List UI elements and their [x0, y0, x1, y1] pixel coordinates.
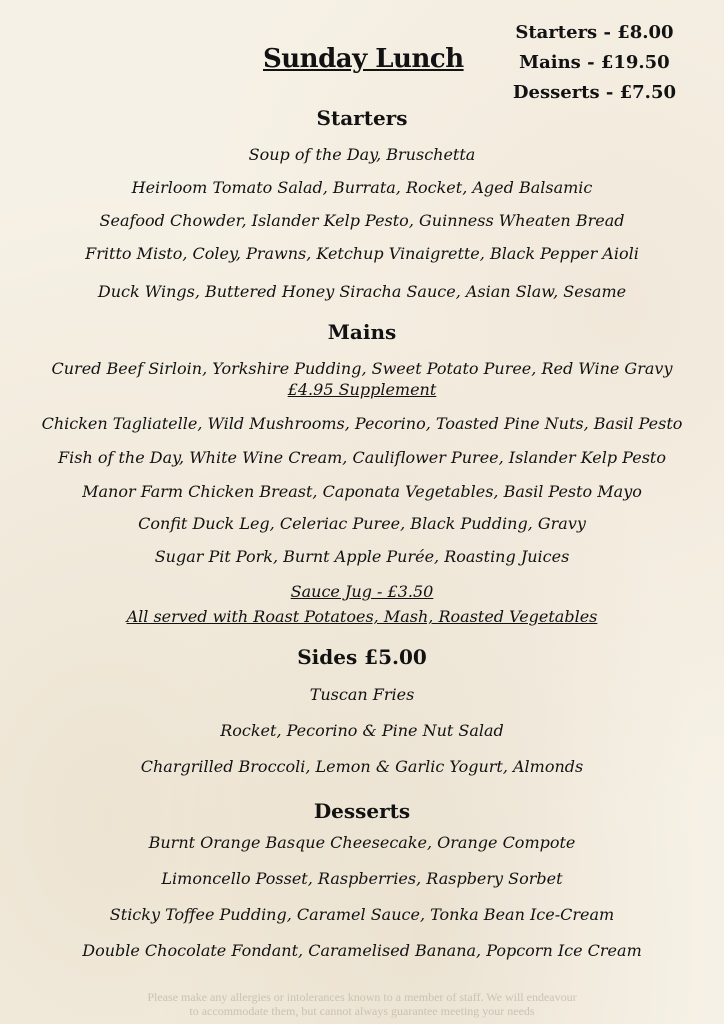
dessert-item: Sticky Toffee Pudding, Caramel Sauce, Tonka Bean Ice-Cream — [109, 905, 615, 924]
mains-heading: Mains — [327, 320, 397, 344]
desserts-heading: Desserts — [313, 799, 411, 823]
allergy-note — [0, 990, 724, 1018]
starter-item: Heirloom Tomato Salad, Burrata, Rocket, Aged Balsamic — [131, 178, 593, 197]
main-item: Cured Beef Sirloin, Yorkshire Pudding, Sweet Potato Puree, Red Wine Gravy — [51, 359, 673, 378]
sides-heading: Sides £5.00 — [297, 645, 427, 669]
desserts-price: Desserts - £7.50 — [512, 82, 676, 103]
supplement-note: £4.95 Supplement — [287, 380, 437, 399]
page-title: Sunday Lunch — [263, 44, 464, 74]
starter-item: Soup of the Day, Bruschetta — [248, 145, 476, 164]
main-item: Confit Duck Leg, Celeriac Puree, Black Pudding, Gravy — [138, 514, 586, 533]
mains-price: Mains - £19.50 — [519, 52, 670, 73]
starters-price: Starters - £8.00 — [515, 22, 674, 43]
sauce-jug-note: Sauce Jug - £3.50 — [290, 582, 434, 601]
allergy-note-line: to accommodate them, but cannot always guarantee meeting your needs — [189, 1004, 535, 1018]
starter-item: Seafood Chowder, Islander Kelp Pesto, Guinness Wheaten Bread — [99, 211, 625, 230]
main-item: Manor Farm Chicken Breast, Caponata Vegetables, Basil Pesto Mayo — [82, 482, 642, 501]
main-item: Chicken Tagliatelle, Wild Mushrooms, Pecorino, Toasted Pine Nuts, Basil Pesto — [41, 414, 683, 433]
starter-item: Duck Wings, Buttered Honey Siracha Sauce, Asian Slaw, Sesame — [97, 282, 627, 301]
dessert-item: Limoncello Posset, Raspberries, Raspbery Sorbet — [161, 869, 563, 888]
side-item: Tuscan Fries — [309, 685, 415, 704]
dessert-item: Burnt Orange Basque Cheesecake, Orange Compote — [148, 833, 576, 852]
served-with-note: All served with Roast Potatoes, Mash, Roasted Vegetables — [126, 607, 598, 626]
side-item: Chargrilled Broccoli, Lemon & Garlic Yogurt, Almonds — [140, 757, 584, 776]
price-list — [513, 18, 676, 108]
starters-heading: Starters — [316, 106, 408, 130]
side-item: Rocket, Pecorino & Pine Nut Salad — [220, 721, 504, 740]
allergy-note-line: Please make any allergies or intolerances known to a member of staff. We will endeavour — [147, 990, 577, 1004]
starter-item: Fritto Misto, Coley, Prawns, Ketchup Vinaigrette, Black Pepper Aioli — [85, 244, 639, 263]
main-item: Fish of the Day, White Wine Cream, Cauliflower Puree, Islander Kelp Pesto — [58, 448, 666, 467]
main-item: Sugar Pit Pork, Burnt Apple Purée, Roasting Juices — [154, 547, 570, 566]
dessert-item: Double Chocolate Fondant, Caramelised Banana, Popcorn Ice Cream — [82, 941, 642, 960]
